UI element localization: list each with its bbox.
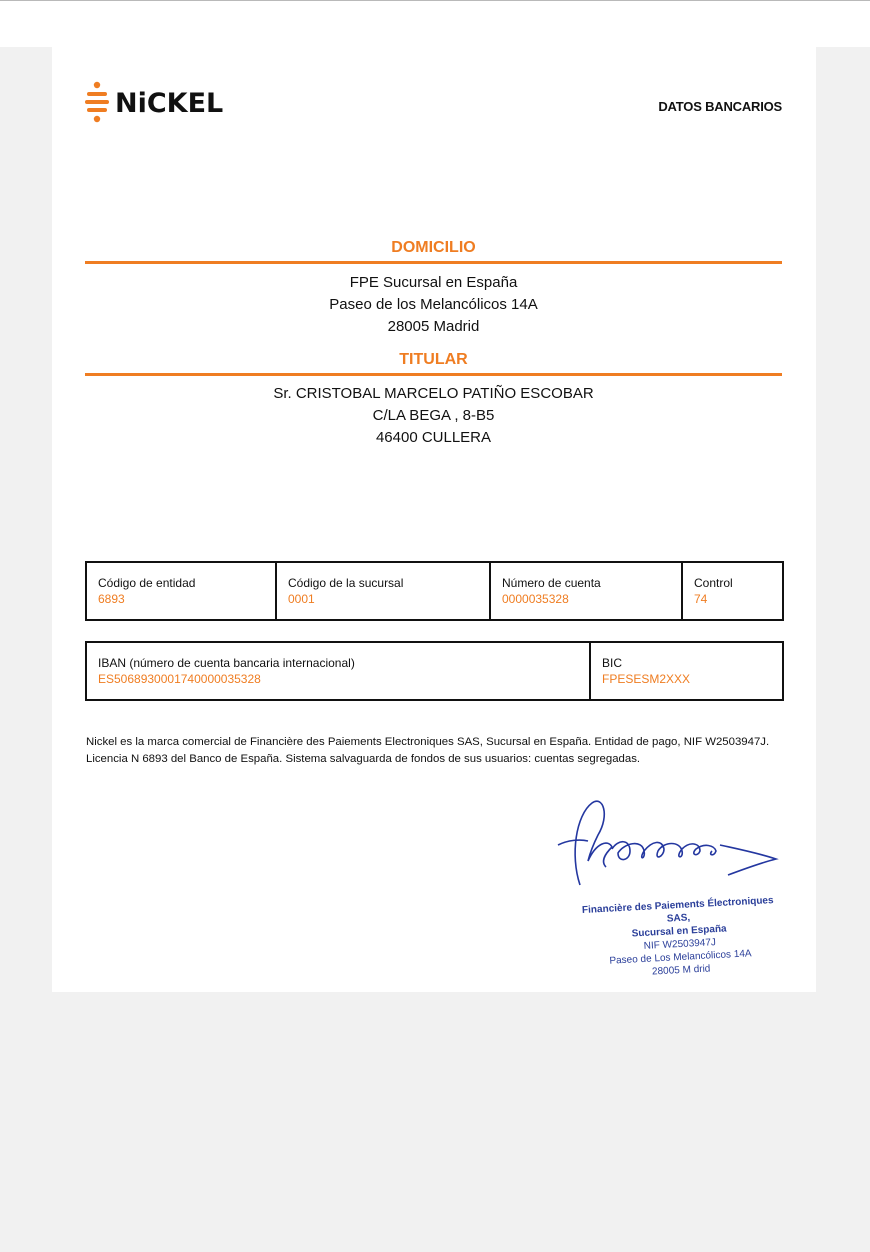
control-label: Control bbox=[694, 576, 733, 590]
legal-notice bbox=[86, 734, 786, 768]
control-cell bbox=[683, 563, 782, 619]
address-line: 46400 CULLERA bbox=[375, 429, 492, 446]
top-band bbox=[0, 1, 870, 47]
titular-heading: TITULAR bbox=[399, 351, 468, 368]
stamp-line: Sucursal en España bbox=[631, 923, 727, 940]
address-line: FPE Sucursal en España bbox=[349, 274, 518, 291]
domicilio-address bbox=[85, 272, 782, 338]
titular-divider bbox=[85, 373, 782, 376]
iban-table bbox=[85, 641, 784, 701]
stamp-line: Financière des Paiements Électroniques SAS, bbox=[581, 895, 774, 925]
iban-cell bbox=[87, 643, 591, 699]
address-line: Sr. CRISTOBAL MARCELO PATIÑO ESCOBAR bbox=[273, 385, 594, 402]
entity-code-label: Código de entidad bbox=[98, 576, 196, 590]
stamp-line: 28005 M drid bbox=[651, 963, 711, 978]
page-title: DATOS BANCARIOS bbox=[658, 99, 782, 114]
brand-name: NiCKEL bbox=[115, 87, 224, 119]
company-stamp bbox=[570, 893, 789, 982]
account-number-value: 0000035328 bbox=[502, 592, 569, 606]
domicilio-divider bbox=[85, 261, 782, 264]
branch-code-cell bbox=[277, 563, 491, 619]
legal-line: Licencia N 6893 del Banco de España. Sistema salvaguarda de fondos de sus usuarios: cuentas segregadas. bbox=[86, 753, 641, 765]
entity-code-value: 6893 bbox=[98, 592, 125, 606]
iban-value: ES5068930001740000035328 bbox=[98, 672, 261, 686]
stamp-line: Paseo de Los Melancólicos 14A bbox=[609, 948, 752, 967]
bic-cell bbox=[591, 643, 782, 699]
account-number-label: Número de cuenta bbox=[502, 576, 601, 590]
domicilio-heading: DOMICILIO bbox=[391, 239, 476, 256]
iban-label: IBAN (número de cuenta bancaria internacional) bbox=[98, 656, 355, 670]
handwritten-signature bbox=[548, 795, 788, 895]
entity-code-cell bbox=[87, 563, 277, 619]
stamp-line: NIF W2503947J bbox=[643, 937, 717, 952]
address-line: Paseo de los Melancólicos 14A bbox=[329, 296, 538, 313]
account-table bbox=[85, 561, 784, 621]
bic-value: FPESESM2XXX bbox=[602, 672, 691, 686]
nickel-logo-icon bbox=[85, 80, 109, 126]
document-page bbox=[52, 47, 816, 992]
titular-address bbox=[85, 383, 782, 449]
control-value: 74 bbox=[694, 592, 708, 606]
bic-label: BIC bbox=[602, 656, 623, 670]
nickel-logo bbox=[85, 80, 223, 126]
address-line: 28005 Madrid bbox=[387, 318, 480, 335]
address-line: C/LA BEGA , 8-B5 bbox=[372, 407, 495, 424]
branch-code-value: 0001 bbox=[288, 592, 315, 606]
account-number-cell bbox=[491, 563, 683, 619]
branch-code-label: Código de la sucursal bbox=[288, 576, 404, 590]
legal-line: Nickel es la marca comercial de Financière des Paiements Electroniques SAS, Sucursal en España. Entidad de pago, NIF W2503947J. bbox=[86, 736, 770, 748]
